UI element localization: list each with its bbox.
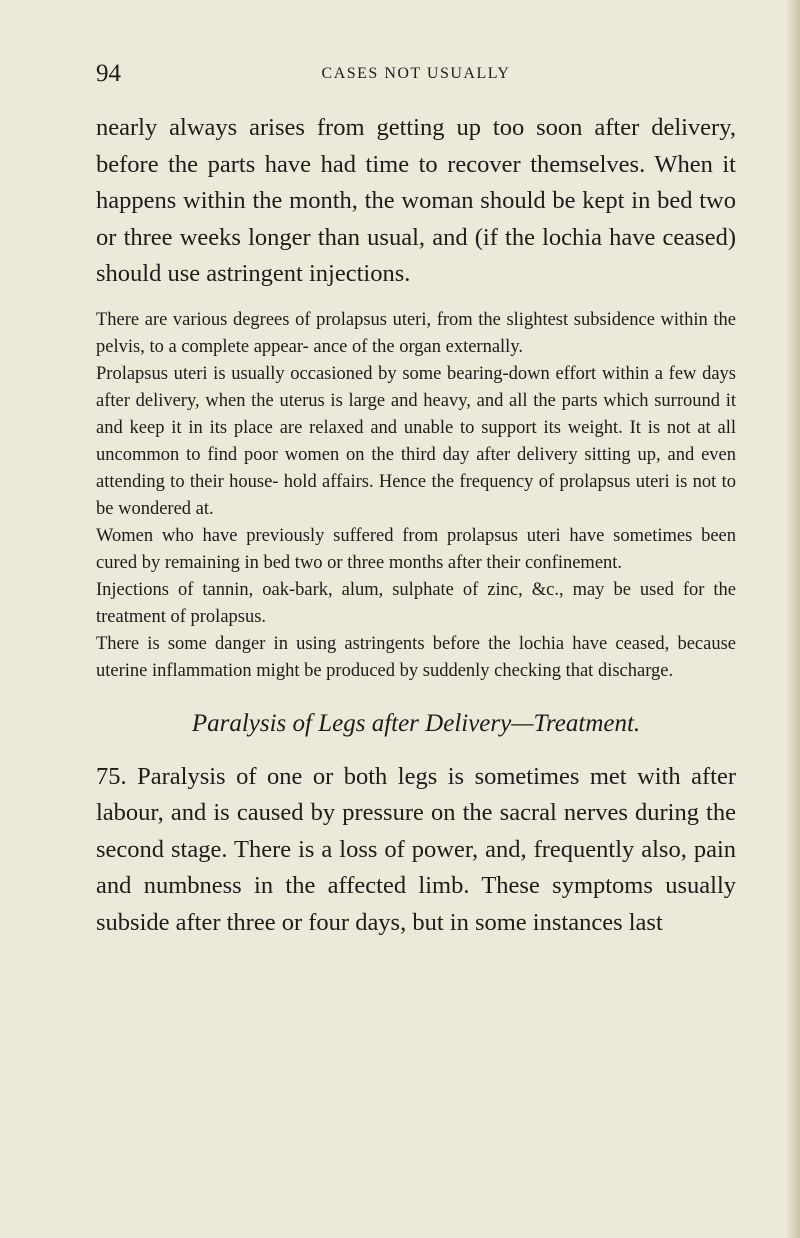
paragraph-astringent-danger: There is some danger in using astringents before the lochia have ceased, because uterine inflammation might be produced by suddenly checking that discharge. [96,633,736,681]
small-print-block [96,307,736,685]
paragraph-75-text: Paralysis of one or both legs is sometimes met with after labour, and is caused by pressure on the sacral nerves during the second stage. There is a loss of power, and, frequently also, pain and numbness in the affected limb. These symptoms usually subside after three or four days, but in some instances last [96,762,737,936]
page-number: 94 [96,60,121,87]
opening-text-block [96,110,736,293]
paragraph-injections: Injections of tannin, oak-bark, alum, sulphate of zinc, &c., may be used for the treatment of prolapsus. [96,579,736,627]
paragraph-75 [96,759,736,942]
opening-paragraph: nearly always arises from getting up too soon after delivery, before the parts have had time to recover themselves. When it happens within the month, the woman should be kept in bed two or three weeks longer than usual, and (if the lochia have ceased) should use astringent injections. [96,114,736,287]
paragraph-degrees-of-prolapsus: There are various degrees of prolapsus uteri, from the slightest subsidence within the pelvis, to a complete appear- ance of the organ externally. [96,309,736,357]
running-head: CASES NOT USUALLY [321,65,511,82]
paragraph-cure-by-rest: Women who have previously suffered from prolapsus uteri have sometimes been cured by remaining in bed two or three months after their confinement. [96,525,736,573]
page-edge-shadow [786,0,800,1238]
paragraph-75-block [96,759,736,942]
paragraph-number: 75. [96,762,127,790]
paragraph-causes-of-prolapsus: Prolapsus uteri is usually occasioned by some bearing-down effort within a few days after delivery, when the uterus is large and heavy, and all the parts which surround it and keep it in its place are relaxed and unable to support its weight. It is not at all uncommon to find poor women on the third day after delivery sitting up, and even attending to their house- hold affairs. Hence the frequency of prolapsus uteri is not to be wondered at. [96,363,736,519]
page-body [96,110,736,941]
page-header [96,60,736,88]
section-heading: Paralysis of Legs after Delivery—Treatment. [191,709,641,737]
